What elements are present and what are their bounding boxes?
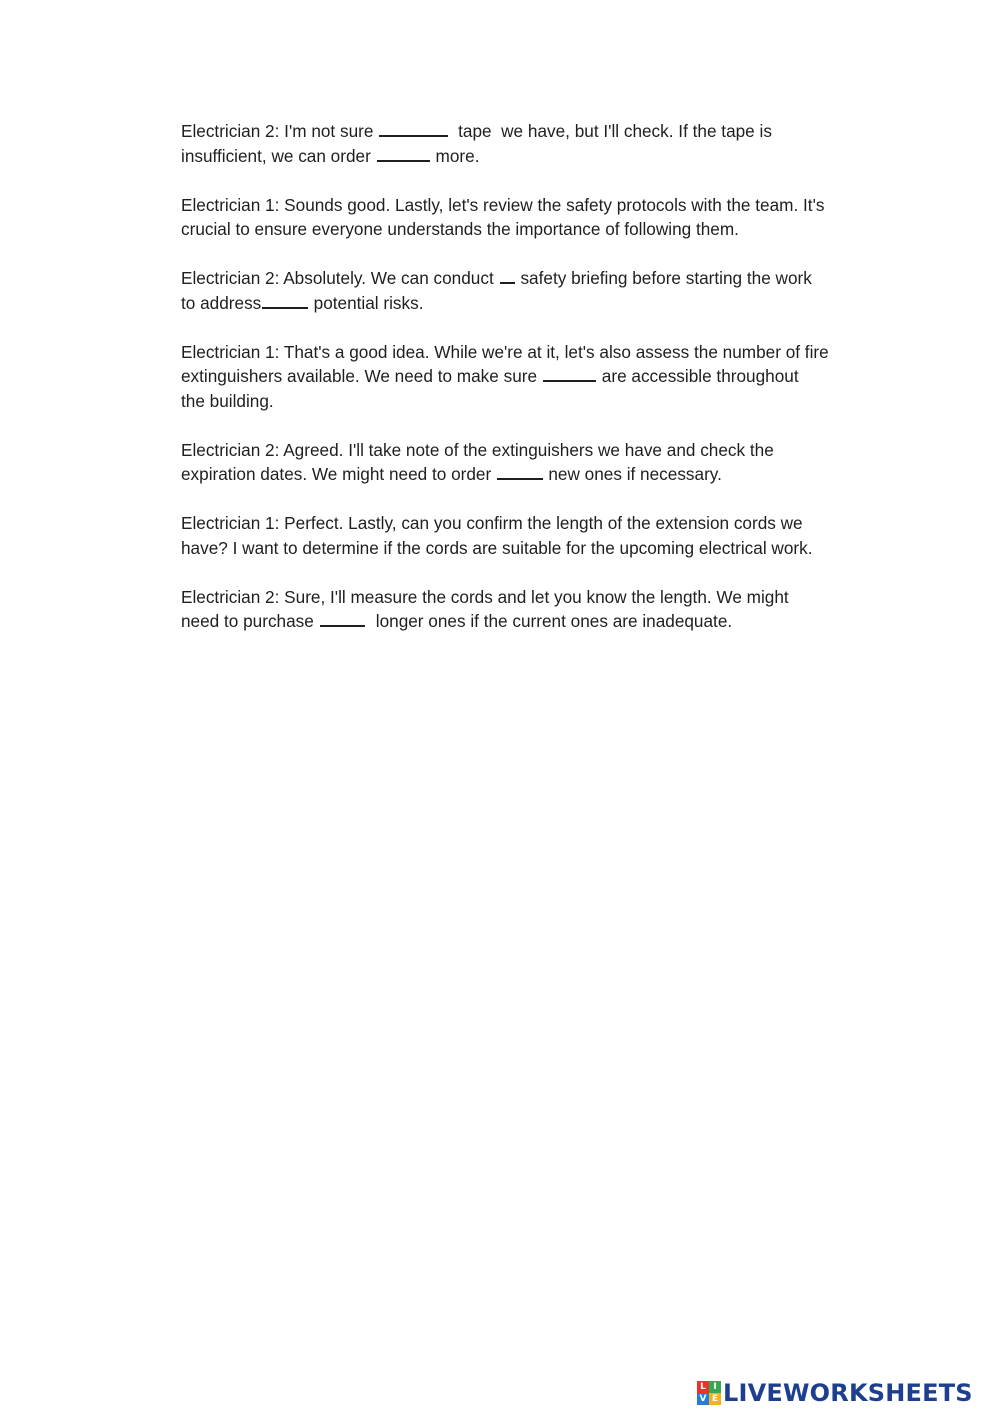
dialogue-text-segment: Electrician 1: That's a good idea. While we're at it, let's also assess the number of fire: [181, 341, 829, 362]
dialogue-text-segment: Electrician 2: Agreed. I'll take note of the extinguishers we have and check the: [181, 439, 774, 460]
answer-blank[interactable]: [500, 268, 515, 284]
dialogue-text-segment: extinguishers available. We need to make sure: [181, 366, 542, 386]
dialogue-line: [181, 609, 891, 634]
dialogue-text-segment: safety briefing before starting the work: [515, 268, 812, 288]
dialogue-line: [181, 266, 891, 291]
dialogue-line: [181, 511, 891, 536]
dialogue-paragraph: [181, 266, 891, 315]
dialogue-text-segment: are accessible throughout: [597, 366, 799, 386]
dialogue-line: [181, 291, 891, 316]
dialogue-text-segment: need to purchase: [181, 611, 319, 631]
dialogue-text-segment: insufficient, we can order: [181, 145, 376, 166]
dialogue-line: [181, 585, 891, 610]
dialogue-text-segment: crucial to ensure everyone understands the importance of following them.: [181, 219, 739, 239]
dialogue-text-segment: tape we have, but I'll check. If the tape is: [448, 121, 772, 141]
dialogue-text-segment: Electrician 1: Sounds good. Lastly, let's review the safety protocols with the team. It's: [181, 194, 825, 215]
dialogue-line: [181, 438, 891, 463]
dialogue-line: [181, 462, 891, 487]
logo-text: LIVEWORKSHEETS: [723, 1379, 973, 1407]
answer-blank[interactable]: [320, 611, 366, 627]
dialogue-paragraph: [181, 511, 891, 560]
liveworksheets-logo-icon: [697, 1381, 721, 1405]
dialogue-line: [181, 389, 891, 414]
logo-mark-letter: I: [709, 1381, 721, 1393]
dialogue-text-segment: to address: [181, 292, 262, 313]
answer-blank[interactable]: [497, 464, 543, 480]
dialogue-line: [181, 144, 891, 169]
logo-mark-letter: L: [697, 1381, 709, 1393]
dialogue-line: [181, 340, 891, 365]
logo-mark-letter: E: [709, 1393, 721, 1405]
dialogue-text-segment: have? I want to determine if the cords are suitable for the upcoming electrical work.: [181, 537, 813, 558]
dialogue-text-segment: expiration dates. We might need to order: [181, 464, 496, 484]
dialogue-paragraph: [181, 119, 891, 168]
dialogue-text-segment: Electrician 1: Perfect. Lastly, can you confirm the length of the extension cords we: [181, 513, 803, 533]
dialogue-text-segment: more.: [430, 145, 480, 166]
dialogue-line: [181, 119, 891, 144]
dialogue-text-segment: new ones if necessary.: [543, 464, 722, 484]
answer-blank[interactable]: [377, 146, 430, 162]
dialogue-text: [181, 119, 891, 658]
answer-blank[interactable]: [379, 121, 447, 137]
dialogue-text-segment: Electrician 2: Sure, I'll measure the cords and let you know the length. We might: [181, 586, 789, 607]
logo-mark-letter: V: [697, 1393, 709, 1405]
answer-blank[interactable]: [543, 366, 596, 382]
dialogue-line: [181, 217, 891, 242]
dialogue-line: [181, 364, 891, 389]
liveworksheets-logo: [697, 1378, 973, 1408]
dialogue-paragraph: [181, 193, 891, 242]
dialogue-text-segment: potential risks.: [308, 292, 424, 313]
dialogue-paragraph: [181, 340, 891, 414]
dialogue-paragraph: [181, 585, 891, 634]
dialogue-text-segment: the building.: [181, 390, 274, 411]
dialogue-text-segment: Electrician 2: Absolutely. We can conduct: [181, 268, 499, 288]
dialogue-text-segment: Electrician 2: I'm not sure: [181, 121, 379, 141]
dialogue-text-segment: longer ones if the current ones are inadequate.: [366, 611, 733, 631]
dialogue-line: [181, 536, 891, 561]
dialogue-paragraph: [181, 438, 891, 487]
dialogue-line: [181, 193, 891, 218]
answer-blank[interactable]: [262, 293, 308, 309]
